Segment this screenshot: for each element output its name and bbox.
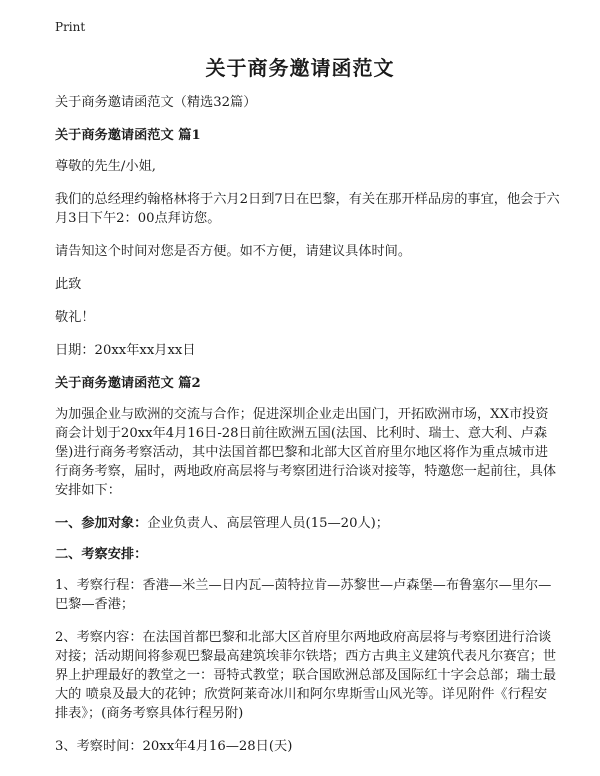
arrangement-heading: 二、考察安排： <box>55 547 148 562</box>
arrangement-item: 2、考察内容：在法国首都巴黎和北部大区首府里尔两地政府高层将与考察团进行洽谈对接；活动期间将参观巴黎最高建筑埃菲尔铁塔；西方古典主义建筑代表凡尔赛宫；世界上护理最好的教堂之一：哥特式教堂；联合国欧洲总部及国际红十字会总部；瑞士最大的 喷泉及最大的花钟；欣赏阿莱奇冰川和阿尔卑斯雪山风光等。详见附件《行程安排表》；(商务考察具体行程另附) <box>55 630 557 721</box>
document-subtitle: 关于商务邀请函范文（精选32篇） <box>55 95 257 110</box>
letter-date: 日期：20xx年xx月xx日 <box>55 343 196 358</box>
closing-line: 此致 <box>55 277 82 292</box>
participants-value: 企业负责人、高层管理人员(15—20人)； <box>147 516 389 531</box>
letter-body-paragraph: 我们的总经理约翰格林将于六月2日到7日在巴黎，有关在那开样品房的事宜，他会于六月3日下午2：00点拜访您。 <box>55 192 560 226</box>
section-heading-1: 关于商务邀请函范文 篇1 <box>55 128 201 143</box>
letter-body-paragraph: 请告知这个时间对您是否方便。如不方便，请建议具体时间。 <box>55 244 412 259</box>
print-link[interactable]: Print <box>55 20 86 34</box>
arrangement-item: 1、考察行程：香港—米兰—日内瓦—茵特拉肯—苏黎世—卢森堡—布鲁塞尔—里尔—巴黎—香港； <box>55 578 552 612</box>
page-title: 关于商务邀请函范文 <box>205 56 395 80</box>
closing-line: 敬礼！ <box>55 310 95 325</box>
arrangement-item: 3、考察时间：20xx年4月16—28日(天) <box>55 739 293 754</box>
participants-label: 一、参加对象： <box>55 516 148 531</box>
document-body <box>55 93 560 770</box>
participants-line <box>55 514 560 533</box>
section-heading-2: 关于商务邀请函范文 篇2 <box>55 376 201 391</box>
salutation: 尊敬的先生/小姐, <box>55 159 156 174</box>
invitation-intro: 为加强企业与欧洲的交流与合作；促进深圳企业走出国门，开拓欧洲市场，XX市投资商会计划于20xx年4月16日-28日前往欧洲五国(法国、比利时、瑞士、意大利、卢森堡)进行商务考察活动，其中法国首都巴黎和北部大区首府里尔地区将作为重点城市进行商务考察，届时，两地政府高层将与考察团进行洽谈对接等，特邀您一起前往，具体安排如下： <box>55 407 557 498</box>
